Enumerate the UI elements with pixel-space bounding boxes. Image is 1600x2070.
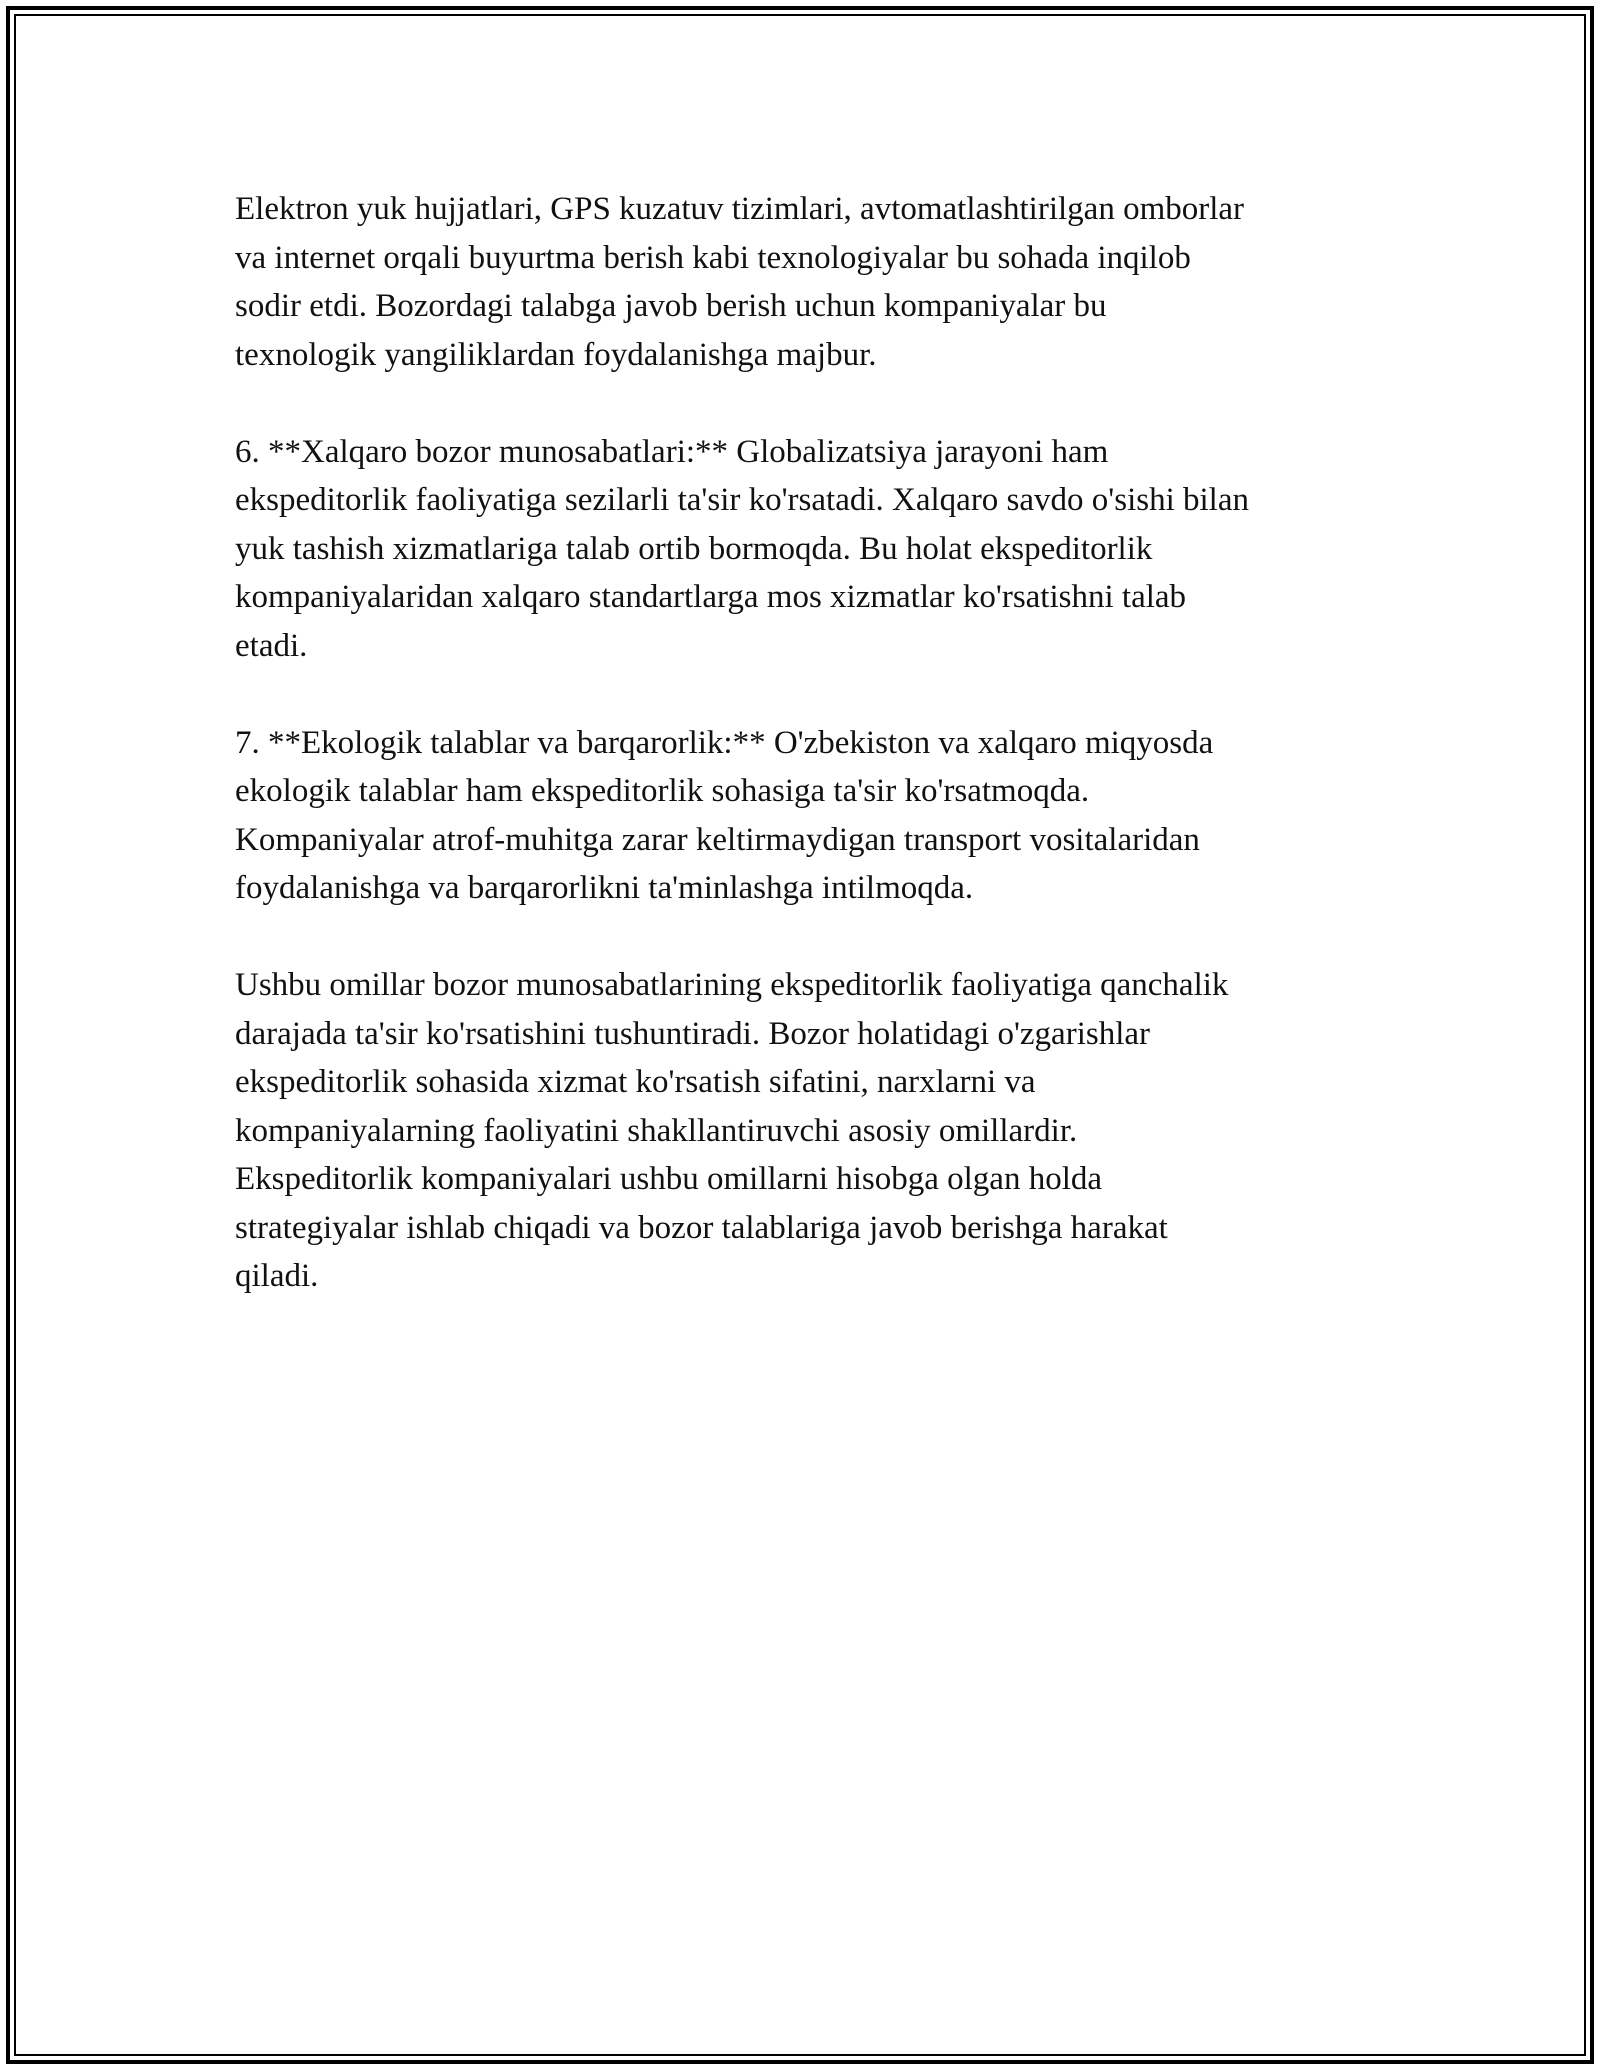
paragraph-conclusion (235, 961, 1375, 1301)
text-line: ekspeditorlik sohasida xizmat ko'rsatish sifatini, narxlarni va (235, 1064, 1036, 1100)
paragraph-ecology (235, 719, 1375, 913)
text-line: Ushbu omillar bozor munosabatlarining ekspeditorlik faoliyatiga qanchalik (235, 967, 1229, 1003)
text-line: ekologik talablar ham ekspeditorlik sohasiga ta'sir ko'rsatmoqda. (235, 773, 1090, 809)
text-line: kompaniyalaridan xalqaro standartlarga mos xizmatlar ko'rsatishni talab (235, 579, 1187, 615)
text-line: Ekspeditorlik kompaniyalari ushbu omillarni hisobga olgan holda (235, 1161, 1103, 1197)
document-body (235, 185, 1375, 1349)
text-line: yuk tashish xizmatlariga talab ortib bormoqda. Bu holat ekspeditorlik (235, 530, 1153, 567)
text-line: kompaniyalarning faoliyatini shakllantiruvchi asosiy omillardir. (235, 1112, 1078, 1149)
text-line: strategiyalar ishlab chiqadi va bozor talablariga javob berishga harakat (235, 1209, 1168, 1246)
text-line: Elektron yuk hujjatlari, GPS kuzatuv tizimlari, avtomatlashtirilgan omborlar (235, 191, 1245, 227)
text-line: 6. **Xalqaro bozor munosabatlari:** Globalizatsiya jarayoni ham (235, 433, 1109, 470)
paragraph-international-market (235, 428, 1375, 671)
text-line: Kompaniyalar atrof-muhitga zarar keltirmaydigan transport vositalaridan (235, 821, 1200, 858)
text-line: va internet orqali buyurtma berish kabi texnologiyalar bu sohada inqilob (235, 239, 1191, 276)
text-line: foydalanishga va barqarorlikni ta'minlashga intilmoqda. (235, 870, 974, 906)
paragraph-technology (235, 185, 1375, 379)
text-line: 7. **Ekologik talablar va barqarorlik:** O'zbekiston va xalqaro miqyosda (235, 724, 1214, 761)
text-line: qiladi. (235, 1258, 319, 1294)
text-line: ekspeditorlik faoliyatiga sezilarli ta'sir ko'rsatadi. Xalqaro savdo o'sishi bilan (235, 482, 1249, 518)
text-line: texnologik yangiliklardan foydalanishga majbur. (235, 336, 877, 373)
text-line: sodir etdi. Bozordagi talabga javob berish uchun kompaniyalar bu (235, 288, 1107, 324)
text-line: etadi. (235, 627, 308, 664)
text-line: darajada ta'sir ko'rsatishini tushuntiradi. Bozor holatidagi o'zgarishlar (235, 1015, 1151, 1052)
